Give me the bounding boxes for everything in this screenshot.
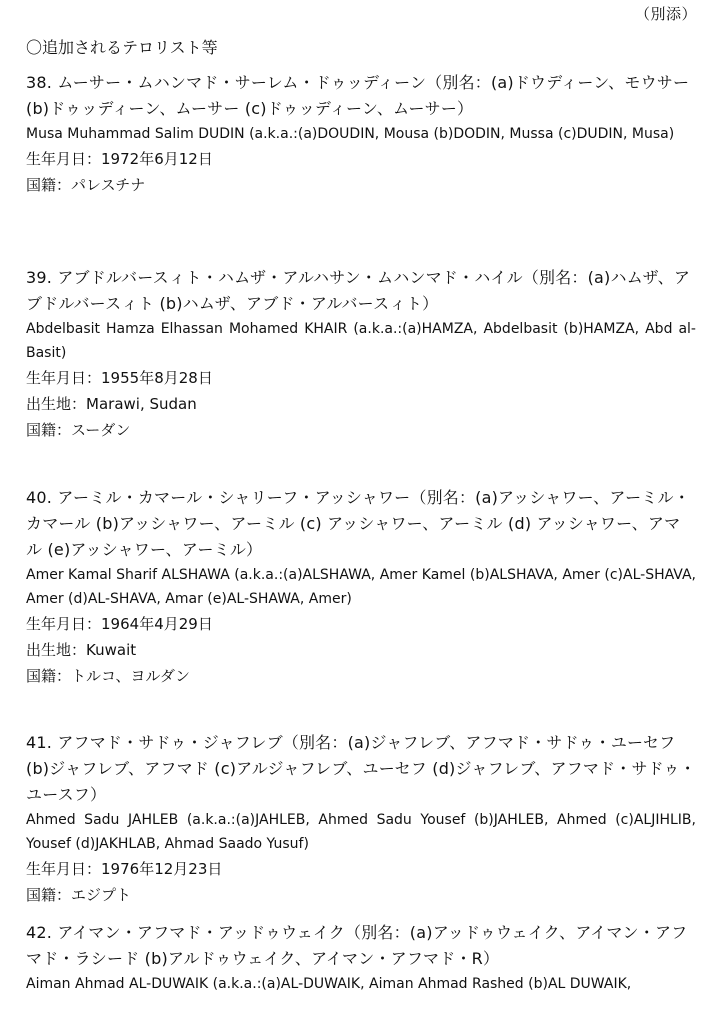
field-label: 出生地：: [26, 641, 87, 659]
entry-name-japanese: 38. ムーサー・ムハンマド・サーレム・ドゥッディーン（別名：(a)ドウディーン、モウサー (b)ドゥッディーン、ムーサー (c)ドゥッディーン、ムーサー）: [26, 73, 690, 118]
field-value: 1976年12月23日: [101, 860, 223, 878]
field-label: 生年月日：: [26, 615, 102, 633]
field-value: エジプト: [71, 886, 132, 904]
section-heading: 〇追加されるテロリスト等: [26, 38, 218, 57]
field-value: 1955年8月28日: [101, 369, 213, 387]
entry-name-english: Aiman Ahmad AL-DUWAIK (a.k.a.:(a)AL-DUWAIK, Aiman Ahmad Rashed (b)AL DUWAIK,: [26, 976, 632, 992]
annex-label: （別添）: [634, 5, 697, 23]
field-value: トルコ、ヨルダン: [71, 667, 190, 685]
entry-name-english: Amer Kamal Sharif ALSHAWA (a.k.a.:(a)ALSHAWA, Amer Kamel (b)ALSHAVA, Amer (c)AL-SHAVA, Amer (d)AL-SHAVA, Amar (e)AL-SHAWA, Amer): [26, 567, 696, 607]
entry-field-birthplace: [26, 637, 696, 663]
entry-field-nationality: [26, 663, 696, 689]
entry-name-english: Abdelbasit Hamza Elhassan Mohamed KHAIR (a.k.a.:(a)HAMZA, Abdelbasit (b)HAMZA, Abd al-Basit): [26, 321, 696, 361]
field-value: Marawi, Sudan: [86, 395, 197, 413]
field-label: 生年月日：: [26, 150, 102, 168]
field-value: Kuwait: [86, 641, 137, 659]
entry-field-birthdate: [26, 146, 696, 172]
designee-entry-38: [26, 70, 696, 198]
entry-field-nationality: [26, 172, 696, 198]
entry-field-nationality: [26, 417, 696, 443]
field-value: 1964年4月29日: [101, 615, 213, 633]
entry-field-nationality: [26, 882, 696, 908]
entry-name-japanese: 42. アイマン・アフマド・アッドゥウェイク（別名：(a)アッドゥウェイク、アイマン・アフマド・ラシード (b)アルドゥウェイク、アイマン・アフマド・R）: [26, 923, 688, 968]
entry-field-birthdate: [26, 856, 696, 882]
designee-entry-41: [26, 730, 696, 908]
entry-field-birthplace: [26, 391, 696, 417]
field-value: 1972年6月12日: [101, 150, 213, 168]
designee-entry-39: [26, 265, 696, 443]
entry-name-english: Ahmed Sadu JAHLEB (a.k.a.:(a)JAHLEB, Ahmed Sadu Yousef (b)JAHLEB, Ahmed (c)ALJIHLIB, Yousef (d)JAKHLAB, Ahmad Saado Yusuf): [26, 812, 696, 852]
designee-entry-42: [26, 920, 696, 996]
field-label: 生年月日：: [26, 369, 102, 387]
entry-name-japanese: 41. アフマド・サドゥ・ジャフレブ（別名：(a)ジャフレブ、アフマド・サドゥ・ユーセフ (b)ジャフレブ、アフマド (c)アルジャフレブ、ユーセフ (d)ジャフレブ、アフマド・サドゥ・ユースフ）: [26, 733, 696, 804]
entry-name-english: Musa Muhammad Salim DUDIN (a.k.a.:(a)DOUDIN, Mousa (b)DODIN, Mussa (c)DUDIN, Musa): [26, 126, 675, 142]
field-label: 国籍：: [26, 176, 72, 194]
entry-field-birthdate: [26, 365, 696, 391]
entry-field-birthdate: [26, 611, 696, 637]
designee-entry-40: [26, 485, 696, 689]
entry-name-japanese: 39. アブドルバースィト・ハムザ・アルハサン・ムハンマド・ハイル（別名：(a)ハムザ、アブドルバースィト (b)ハムザ、アブド・アルバースィト）: [26, 268, 691, 313]
field-value: スーダン: [71, 421, 131, 439]
field-label: 国籍：: [26, 421, 72, 439]
field-label: 国籍：: [26, 667, 72, 685]
field-label: 国籍：: [26, 886, 72, 904]
field-value: パレスチナ: [71, 176, 146, 194]
field-label: 生年月日：: [26, 860, 102, 878]
entry-name-japanese: 40. アーミル・カマール・シャリーフ・アッシャワー（別名：(a)アッシャワー、アーミル・カマール (b)アッシャワー、アーミル (c) アッシャワー、アーミル (d) アッシャワー、アマル (e)アッシャワー、アーミル）: [26, 488, 690, 559]
field-label: 出生地：: [26, 395, 87, 413]
